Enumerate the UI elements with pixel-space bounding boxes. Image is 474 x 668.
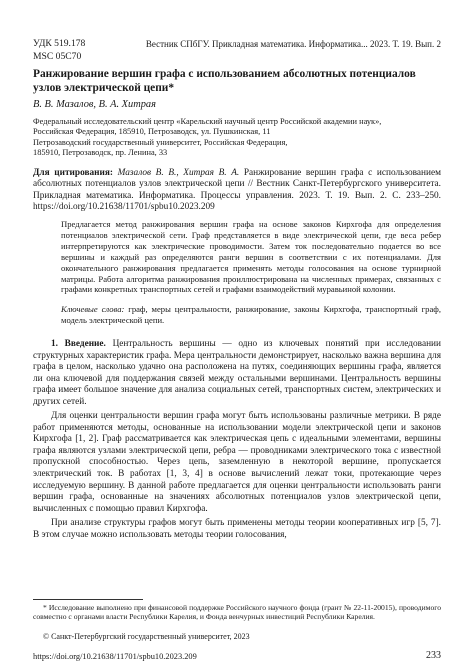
affiliations (33, 117, 441, 158)
affiliation-line: 185910, Петрозаводск, пр. Ленина, 33 (33, 147, 168, 157)
affiliation-line: Российская Федерация, 185910, Петрозаводск, ул. Пушкинская, 11 (33, 127, 271, 137)
citation-text: Ранжирование вершин графа с использованием абсолютных потенциалов узлов электрической цепи // Вестник Санкт-Петербургского университета. Прикладная математика. Информатика. Процессы управления. 2023. Т. 19. Вып. 2. С. 233–250. https://doi.org/10.21638/11701/spbu10.2023.209 (33, 168, 442, 213)
paper-title: Ранжирование вершин графа с использованием абсолютных потенциалов узлов электрической цепи* (33, 68, 416, 94)
msc-code: MSC 05C70 (33, 51, 82, 62)
footnote-divider (33, 599, 143, 600)
keywords (61, 304, 441, 326)
journal-title: Вестник СПбГУ. Прикладная математика. Информатика... 2023. Т. 19. Вып. 2 (145, 39, 441, 49)
copyright: © Санкт-Петербургский государственный университет, 2023 (43, 632, 250, 641)
doi-link[interactable]: https://doi.org/10.21638/11701/spbu10.2023.209 (33, 652, 197, 661)
page-number: 233 (426, 650, 441, 661)
citation-label: Для цитирования: (33, 168, 114, 178)
keywords-label: Ключевые слова: (61, 304, 125, 314)
footnote: * Исследование выполнено при финансовой поддержке Российского научного фонда (грант № 22-11-20015), проводимого совместно с органами власти Республики Карелия, и Фонда венчурных инвестиций Республики Карелия. (33, 603, 441, 622)
udk-code: УДК 519.178 (33, 38, 86, 49)
body-paragraph: Для оценки центральности вершин графа могут быть использованы различные метрики. В ряде работ применяются методы, основанные на использовании модели электрической цепи и законов Кирхгофа [1, 2]. Граф рассматривается как электрическая цепь с идеальными элементами, вершины графа являются узлами электрической цепи, ребра — проводниками электрического тока с известной пропускной способностью. Через цепь, заземленную в некоторой вершине, пропускается электрический ток. В работах [1, 3, 4] в основе вычислений лежат токи, протекающие через исследуемую вершину. В данной работе предлагается для оценки центральности использовать ранги вершин графа, основанные на значениях абсолютных потенциалов узлов электрической цепи, вычисленных с помощью правил Кирхгофа. (33, 411, 441, 514)
body-paragraph: При анализе структуры графов могут быть применены методы теории кооперативных игр [5, 7]. В этом случае можно использовать методы теории голосования, (33, 518, 441, 540)
affiliation-line: Петрозаводский государственный университет, Российская Федерация, (33, 137, 288, 147)
paper-authors: В. В. Мазалов, В. А. Хитрая (33, 99, 156, 110)
affiliation-line: Федеральный исследовательский центр «Карельский научный центр Российской академии наук», (33, 117, 382, 126)
citation-authors: Мазалов В. В., Хитрая В. А. (117, 168, 240, 178)
keywords-text: граф, меры центральности, ранжирование, законы Кирхгофа, транспортный граф, модель электрической цепи. (61, 304, 441, 325)
paper-page (33, 0, 441, 668)
body-text (33, 339, 441, 544)
section-heading: 1. Введение. (51, 339, 106, 349)
body-paragraph: 1. Введение. Центральность вершины — одно из ключевых понятий при исследовании структурных характеристик графа. Мера центральности демонстрирует, насколько важна вершина для графа в целом, насколько удачно она расположена на путях, соединяющих вершины графа, является ли она ключевой для поддержания связей между остальными вершинами. Центральность вершины графа имеет большое значение для анализа социальных сетей, транспортных систем, электрических и других сетей. (33, 339, 442, 407)
citation-block (33, 168, 441, 214)
abstract: Предлагается метод ранжирования вершин графа на основе законов Кирхгофа для определения потенциалов электрической сети. Граф представляется в виде электрической цепи, где веса ребер интерпретируются как электрические проводимости. Затем ток последовательно подается во все вершины и каждый раз определяются ранги вершин в соответствии с их потенциалами. Для окончательного ранжирования предлагается применять методы голосования на основе турнирной матрицы. Работа алгоритма ранжирования проиллюстрирована на численных примерах, связанных с графами конкретных транспортных сетей и графами взаимодействий муравьиной колонии. (61, 219, 441, 295)
